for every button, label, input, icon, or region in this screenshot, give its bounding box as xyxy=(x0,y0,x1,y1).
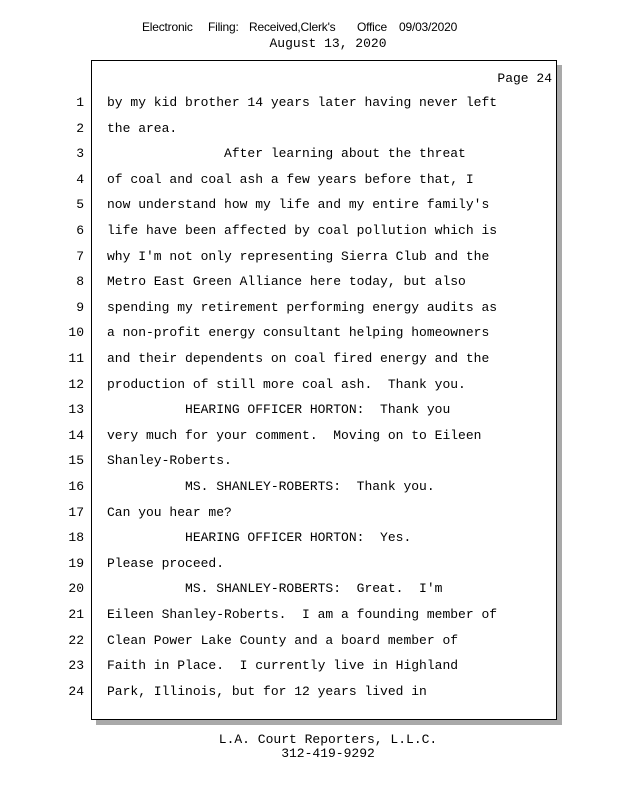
line-number: 20 xyxy=(68,581,84,596)
line-number: 24 xyxy=(68,684,84,699)
line-number: 21 xyxy=(68,607,84,622)
line-text: very much for your comment. Moving on to Eileen xyxy=(107,428,482,443)
line-number: 10 xyxy=(68,325,84,340)
line-text: production of still more coal ash. Thank you. xyxy=(107,377,466,392)
document-date: August 13, 2020 xyxy=(269,36,387,51)
line-number: 14 xyxy=(68,428,84,443)
line-text: life have been affected by coal pollution which is xyxy=(107,223,498,238)
footer-company: L.A. Court Reporters, L.L.C. xyxy=(218,732,438,747)
line-number: 6 xyxy=(76,223,84,238)
line-number: 11 xyxy=(68,351,84,366)
line-text: of coal and coal ash a few years before that, I xyxy=(107,172,474,187)
line-text: Eileen Shanley-Roberts. I am a founding member of xyxy=(107,607,498,622)
line-number: 2 xyxy=(76,121,84,136)
line-number: 16 xyxy=(68,479,84,494)
line-number: 18 xyxy=(68,530,84,545)
line-number: 23 xyxy=(68,658,84,673)
line-text: HEARING OFFICER HORTON: Yes. xyxy=(107,530,412,545)
line-number: 4 xyxy=(76,172,84,187)
line-text: Metro East Green Alliance here today, but also xyxy=(107,274,466,289)
line-number: 22 xyxy=(68,633,84,648)
line-text: After learning about the threat xyxy=(107,146,466,161)
line-text: MS. SHANLEY-ROBERTS: Thank you. xyxy=(107,479,435,494)
line-number: 8 xyxy=(76,274,84,289)
stamp-office: Office xyxy=(357,20,387,34)
line-text: spending my retirement performing energy audits as xyxy=(107,300,498,315)
line-number: 9 xyxy=(76,300,84,315)
stamp-received: Received,Clerk's xyxy=(249,20,336,34)
line-number: 17 xyxy=(68,505,84,520)
line-text: now understand how my life and my entire family's xyxy=(107,197,490,212)
line-text: Shanley-Roberts. xyxy=(107,453,232,468)
line-text: HEARING OFFICER HORTON: Thank you xyxy=(107,402,451,417)
line-number: 3 xyxy=(76,146,84,161)
line-text: the area. xyxy=(107,121,178,136)
line-text: Please proceed. xyxy=(107,556,225,571)
stamp-electronic: Electronic xyxy=(142,20,193,34)
line-text: by my kid brother 14 years later having never left xyxy=(107,95,498,110)
page-number: Page 24 xyxy=(497,71,552,86)
line-text: Park, Illinois, but for 12 years lived in xyxy=(107,684,427,699)
line-number: 13 xyxy=(68,402,84,417)
line-text: MS. SHANLEY-ROBERTS: Great. I'm xyxy=(107,581,443,596)
line-text: a non-profit energy consultant helping homeowners xyxy=(107,325,490,340)
line-number: 1 xyxy=(76,95,84,110)
line-number: 15 xyxy=(68,453,84,468)
footer-phone: 312-419-9292 xyxy=(281,746,375,761)
line-number: 19 xyxy=(68,556,84,571)
stamp-filing: Filing: xyxy=(208,20,239,34)
line-number: 7 xyxy=(76,249,84,264)
line-text: Faith in Place. I currently live in Highland xyxy=(107,658,459,673)
line-text: Can you hear me? xyxy=(107,505,232,520)
line-text: Clean Power Lake County and a board member of xyxy=(107,633,459,648)
stamp-date: 09/03/2020 xyxy=(399,20,458,34)
line-number: 12 xyxy=(68,377,84,392)
line-text: and their dependents on coal fired energy and the xyxy=(107,351,490,366)
line-number: 5 xyxy=(76,197,84,212)
line-text: why I'm not only representing Sierra Club and the xyxy=(107,249,490,264)
